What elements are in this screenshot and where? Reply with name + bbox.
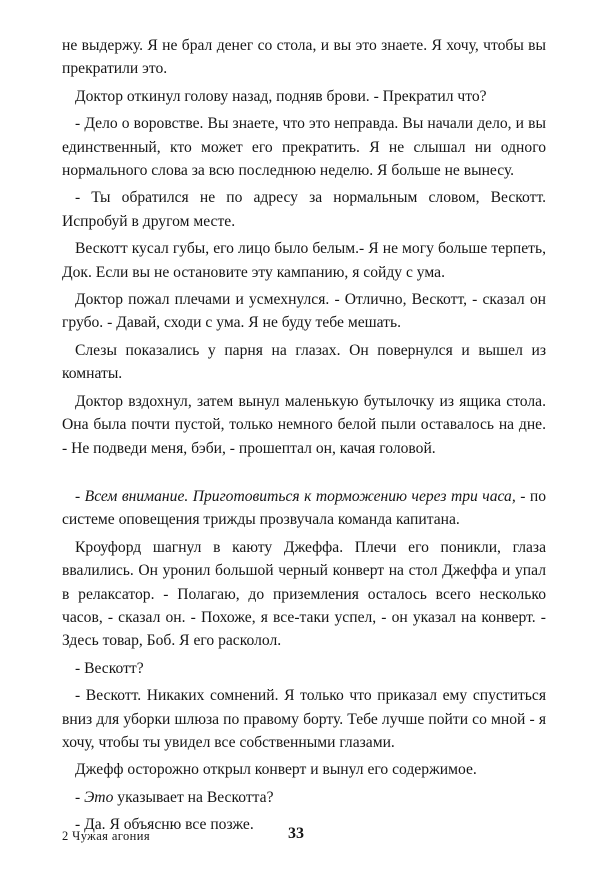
paragraph: - Вескотт. Никаких сомнений. Я только что приказал ему спуститься вниз для уборки шлюза по правому борту. Тебе лучше пойти со мной - я хочу, чтобы ты увидел все собственными глазами. — [62, 687, 546, 751]
paragraph: - Вескотт? — [75, 659, 144, 677]
paragraph: не выдержу. Я не брал денег со стола, и вы это знаете. Я хочу, чтобы вы прекратили это. — [62, 37, 546, 78]
signature-mark: 2 Чужая агония — [62, 829, 150, 843]
paragraph-text: - по системе оповещения трижды прозвучала команда капитана. — [62, 487, 546, 529]
paragraph: Кроуфорд шагнул в каюту Джеффа. Плечи его поникли, глаза ввалились. Он уронил большой черный конверт на стол Джеффа и упал в релаксатор. - Полагаю, до приземления осталось всего несколько часов, - сказал он. - Похоже, я все-таки успел, - он указал на конверт. - Здесь товар, Боб. Я его расколол. — [62, 538, 546, 650]
paragraph: Доктор вздохнул, затем вынул маленькую бутылочку из ящика стола. Она была почти пустой, только немного белой пыли оставалось на дне. - Не подведи меня, бэби, - прошептал он, качая головой. — [62, 392, 546, 457]
body-text — [62, 34, 546, 841]
page-number: 33 — [288, 825, 304, 842]
paragraph: Доктор пожал плечами и усмехнулся. - Отлично, Вескотт, - сказал он грубо. - Давай, сходи с ума. Я не буду тебе мешать. — [62, 291, 546, 332]
paragraph — [62, 786, 546, 809]
paragraph — [62, 485, 546, 532]
paragraph: - Ты обратился не по адресу за нормальным словом, Вескотт. Испробуй в другом месте. — [62, 189, 546, 230]
paragraph: - Да. Я объясню все позже. — [75, 816, 254, 834]
paragraph: Доктор откинул голову назад, подняв брови. - Прекратил что? — [75, 87, 487, 105]
paragraph: Слезы показались у парня на глазах. Он повернулся и вышел из комнаты. — [62, 341, 546, 383]
paragraph: Джефф осторожно открыл конверт и вынул его содержимое. — [75, 761, 477, 779]
paragraph: - Дело о воровстве. Вы знаете, что это неправда. Вы начали дело, и вы единственный, кто может его прекратить. Я не слышал ни одного нормального слова за всю последнюю неделю. Я больше не вынесу. — [62, 115, 546, 180]
paragraph-text: указывает на Вескотта? — [113, 788, 274, 806]
emphasis-italic: - Это — [75, 788, 114, 806]
announcement-italic: - Всем внимание. Приготовиться к торможению через три часа, — [75, 487, 516, 505]
paragraph: Вескотт кусал губы, его лицо было белым.- Я не могу больше терпеть, Док. Если вы не остановите эту кампанию, я сойду с ума. — [62, 240, 546, 281]
